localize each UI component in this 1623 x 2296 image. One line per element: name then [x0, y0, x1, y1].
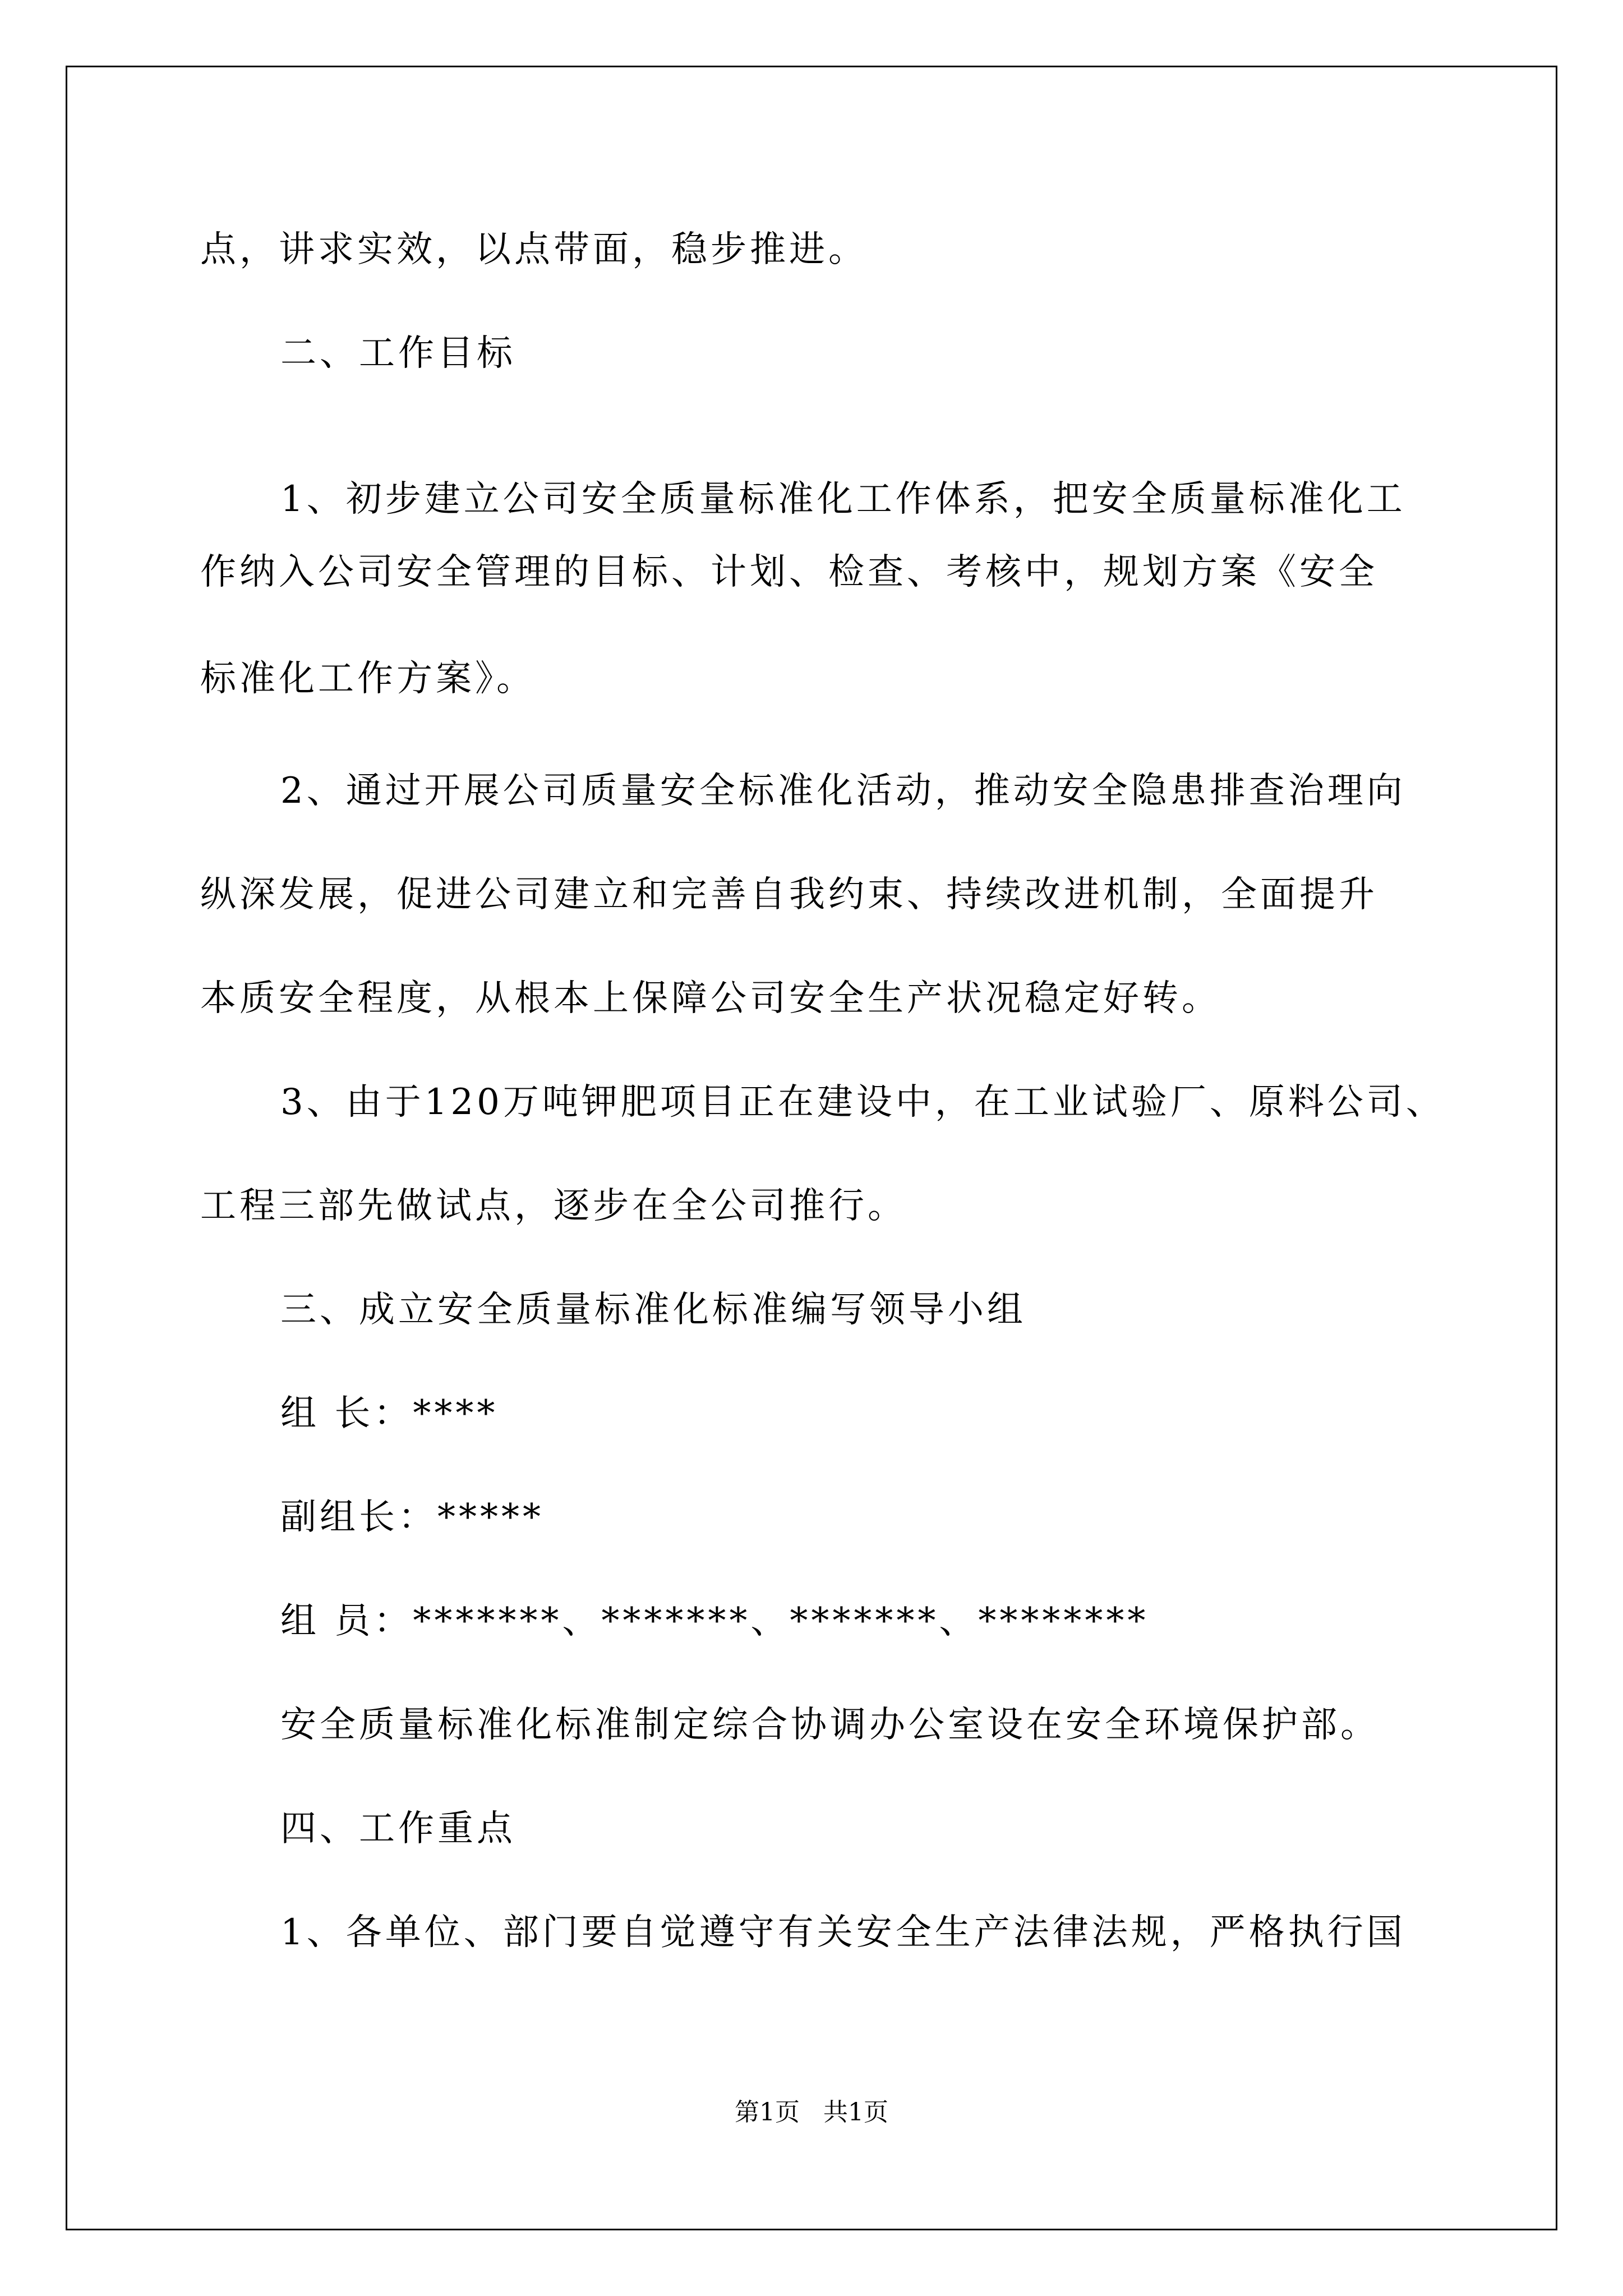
heading-work-goals: 二、工作目标	[280, 333, 516, 374]
heading-work-focus: 四、工作重点	[280, 1808, 516, 1849]
text-line-3: 1、初步建立公司安全质量标准化工作体系，把安全质量标准化工	[280, 478, 1406, 520]
text-line-5: 标准化工作方案》。	[200, 658, 536, 700]
text-line-8: 本质安全程度，从根本上保障公司安全生产状况稳定好转。	[200, 978, 1221, 1019]
page-border	[66, 66, 1557, 2230]
group-leader: 组 长：****	[280, 1393, 499, 1434]
page-number: 第1页 共1页	[735, 2098, 888, 2127]
text-line-4: 作纳入公司安全管理的目标、计划、检查、考核中，规划方案《安全	[200, 551, 1378, 593]
heading-leadership-group: 三、成立安全质量标准化标准编写领导小组	[280, 1289, 1026, 1331]
text-line-6: 2、通过开展公司质量安全标准化活动，推动安全隐患排查治理向	[280, 770, 1406, 812]
text-line-7: 纵深发展，促进公司建立和完善自我约束、持续改进机制，全面提升	[200, 874, 1378, 915]
group-members: 组 员：*******、*******、*******、********	[280, 1600, 1149, 1642]
text-line-1: 点，讲求实效，以点带面，稳步推进。	[200, 229, 868, 270]
deputy-group-leader: 副组长：*****	[280, 1497, 544, 1538]
text-line-17: 1、各单位、部门要自觉遵守有关安全生产法律法规，严格执行国	[280, 1912, 1406, 1953]
office-location: 安全质量标准化标准制定综合协调办公室设在安全环境保护部。	[280, 1704, 1380, 1746]
text-line-9: 3、由于120万吨钾肥项目正在建设中，在工业试验厂、原料公司、	[280, 1082, 1445, 1123]
text-line-10: 工程三部先做试点，逐步在全公司推行。	[200, 1185, 907, 1227]
